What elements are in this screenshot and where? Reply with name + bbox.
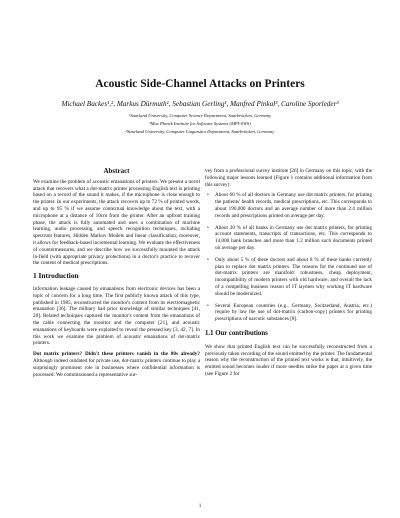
- intro-paragraph: Information leakage caused by emanations from electronic devices has been a topic of concern for a long time. The first publicly known attack of this type, published in 1985, reconstructed the monitor's content from its electromagnetic emanation [36]. The military had prior knowledge of similar techniques [41, 20]. Related techniques captured the monitor's content from the emanations of the cable connecting the monitor and the computer [21], and acoustic emanations of keyboards were exploited to reveal the pressed key [3, 42, 7]. In this work we examine the problem of acoustic emanations of dot-matrix printers.: [33, 285, 200, 347]
- runin-heading: Dot matrix printers? Didn't these printers vanish in the 80s already?: [33, 351, 200, 358]
- bullet-icon: •: [207, 256, 209, 263]
- abstract-heading: Abstract: [103, 167, 130, 175]
- bullet-item: [207, 256, 372, 298]
- intro-paragraph-2-text: Although indeed outdated for private use, dot-matrix printers continue to play a surprisingly prominent role in businesses where confidential information is processed. We commissioned a representative sur-: [33, 357, 200, 378]
- bullet-text: Only about 5 % of these doctors and about 8 % of these banks currently plan to replace dot matrix printers. The reasons for the continued use of dot-matrix printers are manifold: robustness, cheap deployment, incompatibility of modern printers with old hardware, and overall the lack of a compelling business reason of IT laymen why working IT hardware should be modernized.: [215, 256, 372, 297]
- affiliation-list: [20, 112, 380, 135]
- bullet-icon: •: [207, 192, 209, 199]
- contributions-paragraph: We show that printed English text can be successfully reconstructed from a previously taken recording of the sound emitted by the printer. The fundamental reason why the reconstruction of the printed text works is that, intuitively, the emitted sound becomes louder if more needles strike the paper at a given time (see Figure 2 for: [205, 343, 372, 377]
- bullet-icon: •: [207, 224, 209, 231]
- bullet-icon: •: [207, 302, 209, 309]
- left-column: [33, 168, 200, 382]
- intro-paragraph-2: [33, 351, 200, 378]
- affiliation-line: ¹Saarland University, Computer Science Department, Saarbrücken, Germany: [128, 113, 272, 118]
- abstract-text: We examine the problem of acoustic emanations of printers. We present a novel attack that recovers what a dot-matrix printer processing English text is printing based on a record of the sound it makes, if the microphone is close enough to the printer. In our experiments, the attack recovers up to 72 % of printed words, and up to 95 % if we assume contextual knowledge about the text, with a microphone at a distance of 10cm from the printer. After an upfront training phase, the attack is fully automated and uses a combination of machine learning, audio processing, and speech recognition techniques, including spectrum features, Hidden Markov Models and linear classification; moreover, it allows for feedback-based incremental learning. We evaluate the effectiveness of countermeasures, and we describe how we successfully mounted the attack in-field (with appropriate privacy protections) in a doctor's practice to recover the content of medical prescriptions.: [33, 178, 200, 267]
- author-list: Michael Backes¹,², Markus Dürmuth¹, Sebastian Gerling¹, Manfred Pinkal³, Caroline Sporleder³: [61, 100, 339, 108]
- paper-title: Acoustic Side-Channel Attacks on Printers: [95, 78, 305, 90]
- survey-lead-paragraph: vey from a professional survey institute [26] in Germany on this topic, with the following major lessons learned (Figure 1 contains additional information from this survey):: [205, 168, 372, 188]
- right-column: [205, 168, 372, 382]
- affiliation-line: ³Saarland University, Computer Linguistics Department, Saarbrücken, Germany: [125, 128, 275, 134]
- bullet-item: [207, 302, 372, 323]
- affiliation-line: ²Max Planck Institute for Software Systems (MPI-SWS): [149, 120, 251, 126]
- bullet-text: About 30 % of all banks in Germany use dot matrix printers, for printing account statements, transcripts of transactions, etc. This corresponds to 14,000 bank branches and more than 1.2 million such documents printed on average per day.: [215, 224, 372, 251]
- bullet-item: [207, 192, 372, 219]
- section-heading-introduction: 1 Introduction: [33, 271, 79, 281]
- bullet-item: [207, 224, 372, 252]
- subsection-heading-contributions: 1.1 Our contributions: [205, 329, 268, 337]
- survey-bullet-list: [205, 192, 372, 323]
- bullet-text: About 60 % of all doctors in Germany use dot matrix printers, for printing the patients' health records, medical prescriptions, etc. This corresponds to about 190,000 doctors and an average number of more than 2.4 million records and prescriptions printed on average per day.: [215, 192, 372, 219]
- bullet-text: Several European countries (e.g., Germany, Switzerland, Austria, etc.) require by law the use of dot-matrix (carbon-copy) printers for printing prescriptions of narcotic substances [8].: [215, 302, 372, 323]
- page-number: 1: [198, 503, 202, 509]
